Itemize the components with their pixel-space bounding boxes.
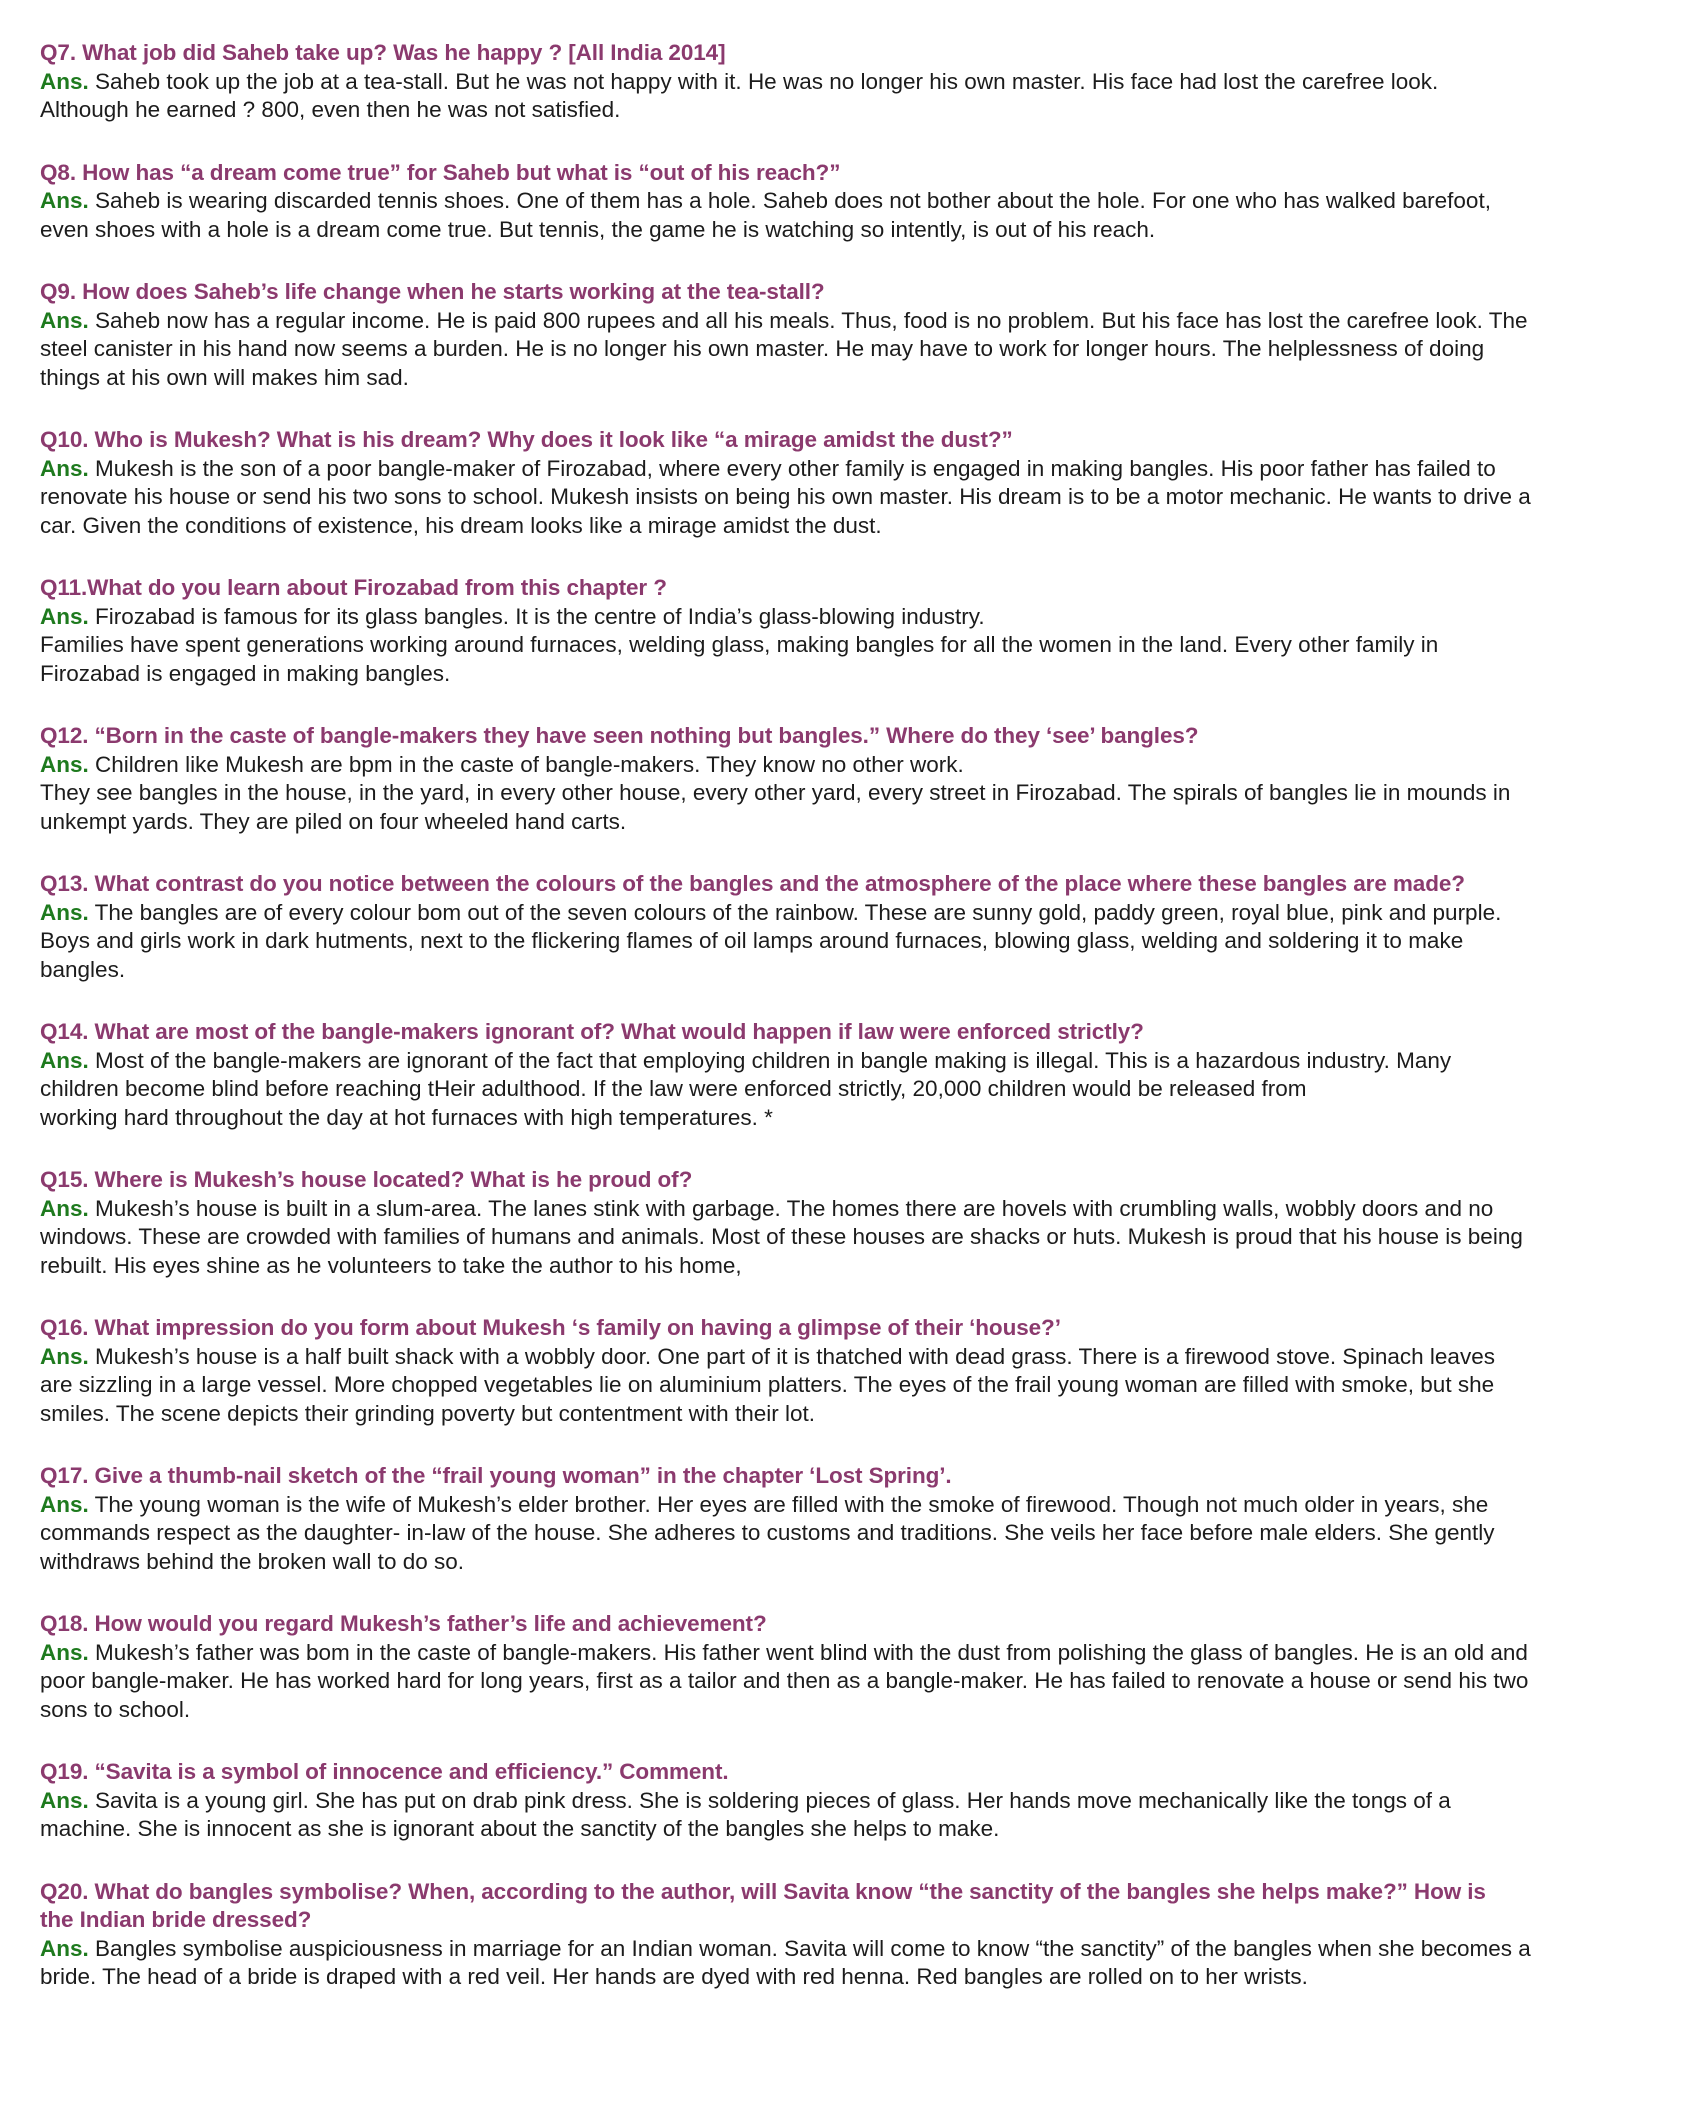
- question-line: Q12. “Born in the caste of bangle-makers they have seen nothing but bangles.” Where do they ‘see’ bangles?: [40, 723, 1199, 748]
- answer-line: [40, 956, 1660, 985]
- question-line: Q14. What are most of the bangle-makers ignorant of? What would happen if law were enforced strictly?: [40, 1019, 1144, 1044]
- answer-line-text: children become blind before reaching tHeir adulthood. If the law were enforced strictly, 20,000 children would be released from: [40, 1076, 1307, 1101]
- answer-line: [40, 927, 1660, 956]
- answer-line-text: smiles. The scene depicts their grinding poverty but contentment with their lot.: [40, 1400, 815, 1426]
- answer-line: [40, 1639, 1660, 1668]
- answer-line: [40, 1963, 1660, 1992]
- answer-line-text: Mukesh’s house is a half built shack with a wobbly door. One part of it is thatched with dead grass. There is a firewood stove. Spinach leaves: [95, 1343, 1495, 1369]
- answer-line: [40, 603, 1660, 632]
- answer-line-text: machine. She is innocent as she is ignorant about the sanctity of the bangles she helps to make.: [40, 1816, 1000, 1841]
- answer-line: [40, 1047, 1660, 1076]
- answer-line: [40, 483, 1660, 512]
- answer-text: [40, 187, 1660, 244]
- question-heading: [40, 1314, 1660, 1343]
- answer-line-text: sons to school.: [40, 1696, 191, 1722]
- answer-label: Ans.: [40, 188, 89, 213]
- qa-block: [40, 870, 1660, 984]
- qa-block: [40, 1758, 1660, 1844]
- question-line: the Indian bride dressed?: [40, 1907, 312, 1932]
- answer-line: [40, 1223, 1660, 1252]
- answer-line: [40, 1787, 1660, 1816]
- answer-line-text: unkempt yards. They are piled on four wheeled hand carts.: [40, 808, 627, 834]
- answer-line-text: even shoes with a hole is a dream come true. But tennis, the game he is watching so intently, is out of his reach.: [40, 216, 1156, 242]
- answer-line-text: Saheb is wearing discarded tennis shoes. One of them has a hole. Saheb does not bother about the hole. For one who has walked barefoot,: [95, 188, 1491, 213]
- answer-line-text: commands respect as the daughter- in-law of the house. She adheres to customs and traditions. She veils her face before male elders. She gently: [40, 1520, 1495, 1545]
- question-line: Q7. What job did Saheb take up? Was he happy ? [All India 2014]: [40, 40, 726, 65]
- answer-line: [40, 187, 1660, 216]
- answer-line: [40, 1371, 1660, 1400]
- answer-line-text: steel canister in his hand now seems a burden. He is no longer his own master. He may have to work for longer hours. The helplessness of doing: [40, 336, 1485, 361]
- question-line: Q20. What do bangles symbolise? When, according to the author, will Savita know “the sanctity of the bangles she helps make?” How is: [40, 1878, 1486, 1904]
- answer-line-text: things at his own will makes him sad.: [40, 364, 409, 390]
- answer-text: [40, 751, 1660, 837]
- answer-line-text: Mukesh’s house is built in a slum-area. The lanes stink with garbage. The homes there are hovels with crumbling walls, wobbly doors and no: [95, 1195, 1494, 1221]
- question-line: Q9. How does Saheb’s life change when he starts working at the tea-stall?: [40, 279, 825, 304]
- answer-text: [40, 1935, 1660, 1992]
- answer-line: [40, 364, 1660, 393]
- answer-line-text: Firozabad is engaged in making bangles.: [40, 660, 451, 686]
- answer-line: [40, 455, 1660, 484]
- answer-label: Ans.: [40, 1343, 89, 1369]
- question-line: Q11.What do you learn about Firozabad from this chapter ?: [40, 575, 667, 600]
- answer-line-text: Saheb took up the job at a tea-stall. But he was not happy with it. He was no longer his own master. His face had lost the carefree look.: [95, 68, 1439, 94]
- qa-block: [40, 159, 1660, 245]
- question-line: Q8. How has “a dream come true” for Saheb but what is “out of his reach?”: [40, 159, 841, 185]
- answer-text: [40, 307, 1660, 393]
- answer-line: [40, 1252, 1660, 1281]
- qa-block: [40, 1878, 1660, 1992]
- answer-line: [40, 751, 1660, 780]
- answer-line: [40, 1195, 1660, 1224]
- answer-line-text: The bangles are of every colour bom out of the seven colours of the rainbow. These are sunny gold, paddy green, royal blue, pink and purple.: [94, 899, 1502, 925]
- answer-line: [40, 68, 1660, 97]
- answer-line-text: renovate his house or send his two sons to school. Mukesh insists on being his own master. His dream is to be a motor mechanic. He wants to drive a: [40, 484, 1531, 509]
- qa-block: [40, 574, 1660, 688]
- qa-block: [40, 39, 1660, 125]
- answer-text: [40, 1195, 1660, 1281]
- answer-line: [40, 631, 1660, 660]
- answer-label: Ans.: [40, 1787, 89, 1813]
- answer-line: [40, 1519, 1660, 1548]
- answer-line-text: working hard throughout the day at hot furnaces with high temperatures. *: [40, 1104, 773, 1130]
- question-heading: [40, 159, 1660, 188]
- qa-block: [40, 1610, 1660, 1724]
- answer-line: [40, 1343, 1660, 1372]
- answer-line: [40, 96, 1660, 125]
- answer-line: [40, 1075, 1660, 1104]
- question-line: Q15. Where is Mukesh’s house located? What is he proud of?: [40, 1167, 693, 1192]
- answer-line-text: Families have spent generations working around furnaces, welding glass, making bangles for all the women in the land. Every other family in: [40, 632, 1439, 657]
- answer-line: [40, 1696, 1660, 1725]
- answer-line-text: Most of the bangle-makers are ignorant of the fact that employing children in bangle making is illegal. This is a hazardous industry. Many: [95, 1047, 1452, 1073]
- answer-line: [40, 1491, 1660, 1520]
- answer-line-text: car. Given the conditions of existence, his dream looks like a mirage amidst the dust.: [40, 512, 882, 538]
- answer-line: [40, 660, 1660, 689]
- question-line: Q18. How would you regard Mukesh’s father’s life and achievement?: [40, 1611, 767, 1636]
- question-line: Q16. What impression do you form about Mukesh ‘s family on having a glimpse of their ‘house?’: [40, 1315, 1061, 1340]
- answer-text: [40, 1787, 1660, 1844]
- answer-line-text: Boys and girls work in dark hutments, next to the flickering flames of oil lamps around furnaces, blowing glass, welding and soldering it to make: [40, 928, 1464, 953]
- answer-text: [40, 455, 1660, 541]
- answer-line: [40, 1935, 1660, 1964]
- question-heading: [40, 1018, 1660, 1047]
- qa-block: [40, 1018, 1660, 1132]
- answer-line-text: Although he earned ? 800, even then he was not satisfied.: [40, 97, 621, 122]
- answer-line: [40, 1548, 1660, 1577]
- question-heading: [40, 1610, 1660, 1639]
- answer-line: [40, 779, 1660, 808]
- answer-line-text: rebuilt. His eyes shine as he volunteers to take the author to his home,: [40, 1252, 742, 1278]
- question-heading: [40, 278, 1660, 307]
- answer-label: Ans.: [40, 455, 89, 481]
- qa-block: [40, 1166, 1660, 1280]
- answer-line: [40, 1667, 1660, 1696]
- answer-line-text: Mukesh is the son of a poor bangle-maker of Firozabad, where every other family is engaged in making bangles. His poor father has failed to: [95, 455, 1496, 481]
- answer-line-text: are sizzling in a large vessel. More chopped vegetables lie on aluminium platters. The eyes of the frail young woman are filled with smoke, but she: [40, 1372, 1495, 1397]
- qa-block: [40, 426, 1660, 540]
- answer-label: Ans.: [40, 899, 89, 925]
- answer-line: [40, 899, 1660, 928]
- answer-line: [40, 1400, 1660, 1429]
- answer-text: [40, 1343, 1660, 1429]
- question-heading: [40, 39, 1660, 68]
- question-line: Q19. “Savita is a symbol of innocence and efficiency.” Comment.: [40, 1759, 729, 1784]
- question-heading: [40, 870, 1660, 899]
- answer-line-text: poor bangle-maker. He has worked hard for long years, first as a tailor and then as a bangle-maker. He has failed to renovate a house or send his two: [40, 1668, 1529, 1693]
- answer-line-text: windows. These are crowded with families of humans and animals. Most of these houses are shacks or huts. Mukesh is proud that his house is being: [40, 1224, 1523, 1249]
- answer-line: [40, 512, 1660, 541]
- question-heading: [40, 1878, 1660, 1935]
- question-heading: [40, 574, 1660, 603]
- answer-label: Ans.: [40, 603, 89, 629]
- question-heading: [40, 426, 1660, 455]
- question-heading: [40, 1166, 1660, 1195]
- answer-label: Ans.: [40, 307, 89, 333]
- question-heading: [40, 1758, 1660, 1787]
- answer-line: [40, 808, 1660, 837]
- answer-label: Ans.: [40, 1935, 89, 1961]
- answer-text: [40, 1047, 1660, 1133]
- answer-label: Ans.: [40, 1491, 89, 1517]
- answer-line-text: bride. The head of a bride is draped with a red veil. Her hands are dyed with red henna. Red bangles are rolled on to her wrists.: [40, 1964, 1308, 1989]
- answer-line-text: Firozabad is famous for its glass bangles. It is the centre of India’s glass-blowing industry.: [95, 603, 985, 629]
- answer-line-text: bangles.: [40, 956, 126, 982]
- answer-text: [40, 603, 1660, 689]
- answer-line-text: withdraws behind the broken wall to do so.: [40, 1548, 464, 1574]
- answer-text: [40, 68, 1660, 125]
- answer-line-text: Mukesh’s father was bom in the caste of bangle-makers. His father went blind with the dust from polishing the glass of bangles. He is an old and: [95, 1639, 1528, 1665]
- answer-text: [40, 1491, 1660, 1577]
- answer-line: [40, 307, 1660, 336]
- qa-block: [40, 722, 1660, 836]
- answer-label: Ans.: [40, 68, 89, 94]
- question-line: Q10. Who is Mukesh? What is his dream? Why does it look like “a mirage amidst the dust?”: [40, 427, 1013, 452]
- answer-label: Ans.: [40, 751, 89, 777]
- answer-line-text: Children like Mukesh are bpm in the caste of bangle-makers. They know no other work.: [95, 751, 964, 777]
- answer-line: [40, 335, 1660, 364]
- answer-line-text: The young woman is the wife of Mukesh’s elder brother. Her eyes are filled with the smoke of firewood. Though not much older in years, she: [94, 1491, 1489, 1517]
- answer-line-text: Saheb now has a regular income. He is paid 800 rupees and all his meals. Thus, food is no problem. But his face has lost the carefree look. The: [95, 307, 1528, 333]
- answer-line-text: They see bangles in the house, in the yard, in every other house, every other yard, every street in Firozabad. The spirals of bangles lie in mounds in: [40, 780, 1511, 805]
- question-line: Q17. Give a thumb-nail sketch of the “frail young woman” in the chapter ‘Lost Spring’.: [40, 1463, 952, 1488]
- answer-line: [40, 1815, 1660, 1844]
- qa-block: [40, 1462, 1660, 1576]
- answer-line-text: Savita is a young girl. She has put on drab pink dress. She is soldering pieces of glass. Her hands move mechanically like the tongs of a: [95, 1787, 1451, 1813]
- question-heading: [40, 1462, 1660, 1491]
- answer-text: [40, 899, 1660, 985]
- qa-block: [40, 278, 1660, 392]
- answer-label: Ans.: [40, 1195, 89, 1221]
- question-heading: [40, 722, 1660, 751]
- answer-label: Ans.: [40, 1639, 89, 1665]
- answer-line: [40, 216, 1660, 245]
- answer-line-text: Bangles symbolise auspiciousness in marriage for an Indian woman. Savita will come to know “the sanctity” of the bangles when she becomes a: [95, 1935, 1531, 1961]
- question-line: Q13. What contrast do you notice between the colours of the bangles and the atmosphere of the place where these bangles are made?: [40, 871, 1465, 896]
- qa-block: [40, 1314, 1660, 1428]
- answer-label: Ans.: [40, 1047, 89, 1073]
- answer-line: [40, 1104, 1660, 1133]
- answer-text: [40, 1639, 1660, 1725]
